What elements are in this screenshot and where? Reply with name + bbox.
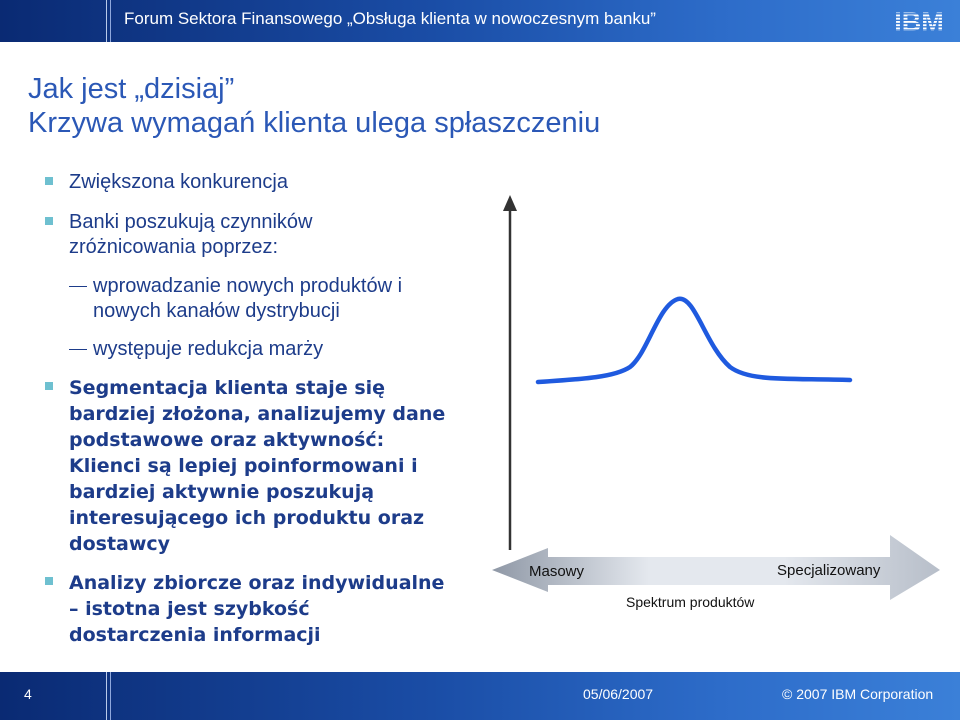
header-title: Forum Sektora Finansowego „Obsługa klienta w nowoczesnym banku”: [124, 9, 656, 28]
header-divider: [110, 0, 111, 42]
bullet-text: zróżnicowania poprzez:: [69, 236, 278, 258]
ibm-logo-icon: [884, 8, 954, 34]
bullet-text: podstawowe oraz aktywność:: [69, 429, 385, 451]
slide-title-line1: Jak jest „dzisiaj”: [28, 73, 235, 105]
sub-bullet-item: [45, 337, 485, 362]
label-specjalizowany: Specjalizowany: [777, 562, 881, 579]
label-spektrum: Spektrum produktów: [626, 594, 755, 610]
square-bullet-icon: [45, 217, 53, 225]
sub-bullet-text: wprowadzanie nowych produktów i: [93, 275, 403, 297]
square-bullet-icon: [45, 577, 53, 585]
slide-title: [28, 72, 600, 140]
bullet-text: bardziej złożona, analizujemy dane: [69, 403, 446, 425]
sub-bullet-item: [45, 274, 485, 324]
header-divider: [106, 0, 107, 42]
bullet-item: [45, 375, 485, 557]
bullet-item: [45, 210, 485, 260]
bullet-text: interesującego ich produktu oraz: [69, 507, 425, 529]
svg-text:IBM: IBM: [894, 8, 944, 34]
demand-curve-diagram: [490, 195, 960, 625]
y-axis-arrowhead: [503, 195, 517, 211]
bullet-text: dostawcy: [69, 533, 171, 555]
square-bullet-icon: [45, 382, 53, 390]
footer-divider: [110, 672, 111, 720]
footer-date: 05/06/2007: [583, 686, 654, 702]
bullet-text: dostarczenia informacji: [69, 624, 321, 646]
footer-divider: [106, 672, 107, 720]
bullet-text: Analizy zbiorcze oraz indywidualne: [69, 572, 445, 594]
header-bar: [0, 0, 960, 42]
page-number: 4: [24, 686, 32, 702]
bullet-text: – istotna jest szybkość: [69, 598, 310, 620]
bullet-text: Segmentacja klienta staje się: [69, 377, 386, 399]
bullet-text: Zwiększona konkurencja: [69, 171, 288, 193]
bullet-item: [45, 170, 485, 195]
label-masowy: Masowy: [529, 563, 585, 580]
slide-title-line2: Krzywa wymagań klienta ulega spłaszczeniu: [28, 107, 601, 139]
bullet-item: [45, 570, 485, 648]
bullet-text: Banki poszukują czynników: [69, 211, 313, 233]
dash-bullet-icon: [69, 286, 87, 287]
sub-bullet-text: występuje redukcja marży: [93, 338, 324, 360]
demand-curve: [538, 299, 850, 382]
footer-copyright: © 2007 IBM Corporation: [782, 686, 934, 702]
dash-bullet-icon: [69, 349, 87, 350]
bullet-text: bardziej aktywnie poszukują: [69, 481, 375, 503]
bullet-text: Klienci są lepiej poinformowani i: [69, 455, 418, 477]
sub-bullet-text: nowych kanałów dystrybucji: [93, 300, 340, 322]
bullet-list: [45, 170, 485, 648]
footer-bar: [0, 672, 960, 720]
square-bullet-icon: [45, 177, 53, 185]
